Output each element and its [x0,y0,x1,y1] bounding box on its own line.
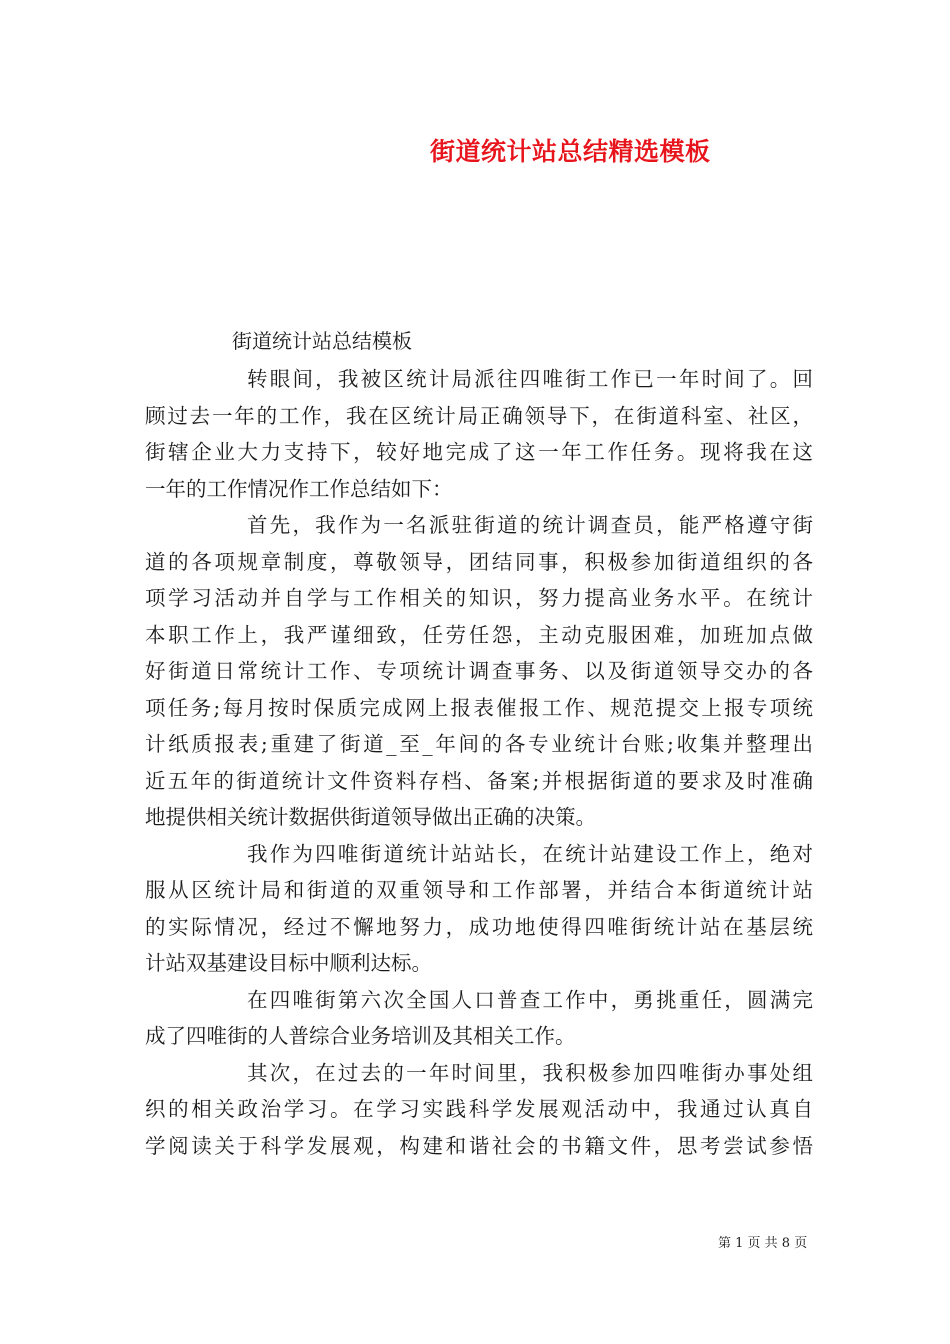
paragraph-line: 织的相关政治学习。在学习实践科学发展观活动中，我通过认真自 [145,1097,813,1121]
document-body [145,361,813,1164]
paragraph-line: 转眼间，我被区统计局派往四唯街工作已一年时间了。回 [247,367,813,391]
page-footer: 第 1 页 共 8 页 [718,1236,808,1251]
paragraph-line: 地提供相关统计数据供街道领导做出正确的决策。 [145,805,596,829]
paragraph-line: 街辖企业大力支持下，较好地完成了这一年工作任务。现将我在这 [145,440,813,464]
paragraph-line: 成了四唯街的人普综合业务培训及其相关工作。 [145,1024,576,1048]
paragraph-line: 近五年的街道统计文件资料存档、备案;并根据街道的要求及时准确 [145,768,813,793]
paragraph-line: 道的各项规章制度，尊敬领导，团结同事，积极参加街道组织的各 [145,549,813,574]
paragraph-line: 首先，我作为一名派驻街道的统计调查员，能严格遵守街 [247,513,813,537]
paragraph-line: 其次，在过去的一年时间里，我积极参加四唯街办事处组 [247,1060,813,1085]
paragraph-line: 计纸质报表;重建了街道_至_年间的各专业统计台账;收集并整理出 [145,732,813,756]
paragraph-line: 项学习活动并自学与工作相关的知识，努力提高业务水平。在统计 [145,586,813,610]
paragraph-line: 一年的工作情况作工作总结如下： [145,476,453,501]
paragraph-line: 顾过去一年的工作，我在区统计局正确领导下，在街道科室、社区， [145,403,813,428]
paragraph-line: 项任务;每月按时保质完成网上报表催报工作、规范提交上报专项统 [145,695,813,720]
paragraph-line: 服从区统计局和街道的双重领导和工作部署，并结合本街道统计站 [145,878,813,902]
paragraph-line: 的实际情况，经过不懈地努力，成功地使得四唯街统计站在基层统 [145,914,813,939]
paragraph-line: 学阅读关于科学发展观，构建和谐社会的书籍文件，思考尝试参悟 [145,1133,813,1158]
paragraph-line: 好街道日常统计工作、专项统计调查事务、以及街道领导交办的各 [145,659,813,683]
paragraph-line: 本职工作上，我严谨细致，任劳任怨，主动克服困难，加班加点做 [145,622,813,647]
page-title: 街道统计站总结精选模板 [430,137,711,166]
paragraph-line: 我作为四唯街道统计站站长，在统计站建设工作上，绝对 [247,841,813,866]
paragraph-line: 在四唯街第六次全国人口普查工作中，勇挑重任，圆满完 [247,987,813,1012]
paragraph-line: 计站双基建设目标中顺利达标。 [145,951,432,975]
document-heading: 街道统计站总结模板 [232,329,412,353]
